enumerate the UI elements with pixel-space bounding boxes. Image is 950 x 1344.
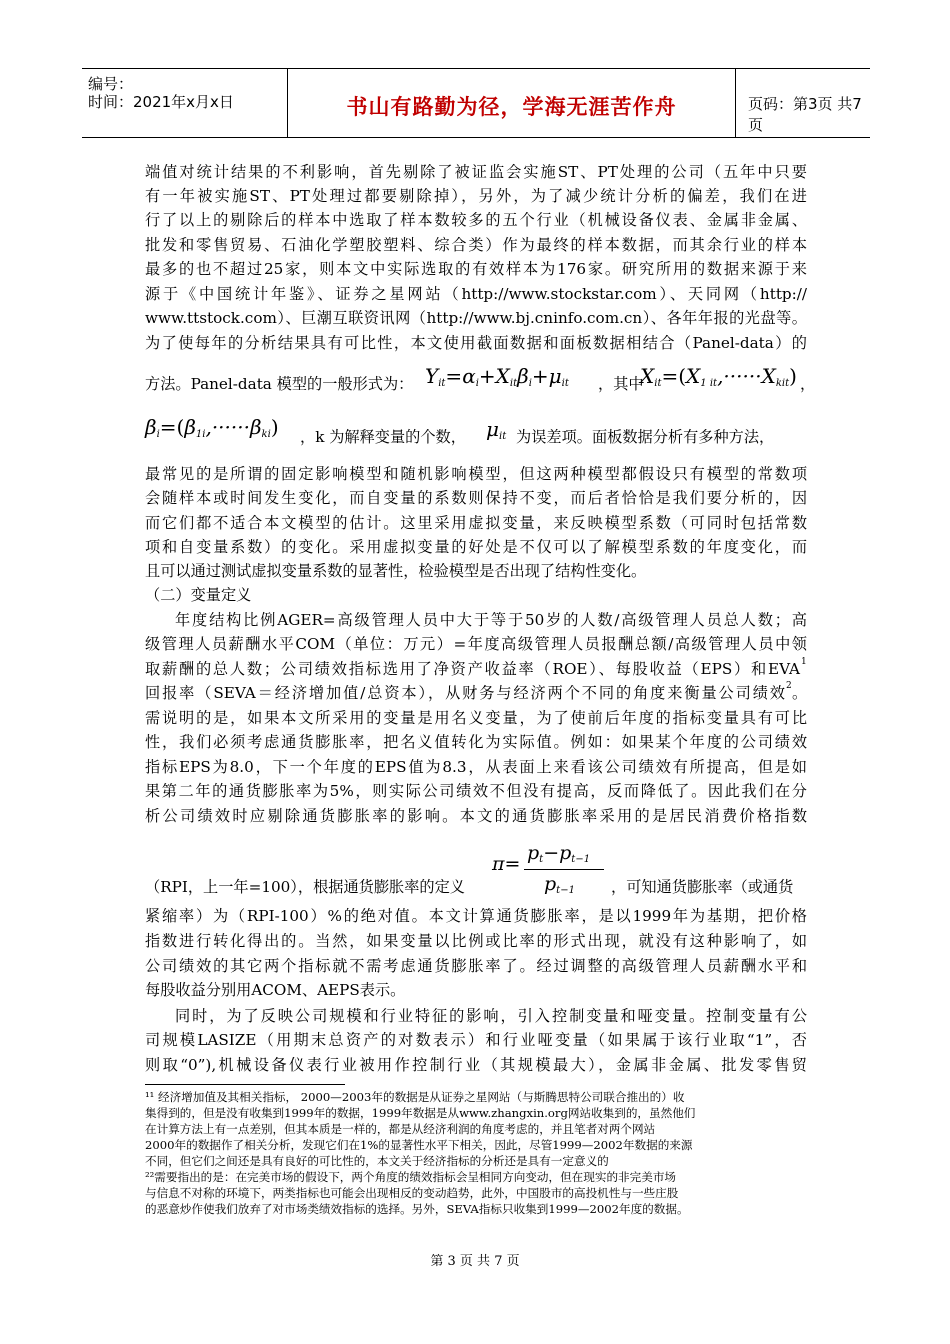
footnote-line: ²²需要指出的是：在完美市场的假设下，两个角度的绩效指标会呈相同方向变动，但在现实的非完美市场 xyxy=(145,1170,677,1184)
body-line: www.ttstock.com）、巨潮互联资讯网（http://www.bj.cninfo.com.cn）、各年年报的光盘等。 xyxy=(145,309,807,327)
pi-symbol: π= xyxy=(492,853,521,875)
beta-vector-equation: $\beta_i=(\beta_{1i},\cdot\cdot\cdot\cdot\cdot\cdot\beta_{ki})$ xyxy=(145,415,279,440)
formula-comma: ， xyxy=(800,375,816,393)
date-label: 时间：2021年x月x日 xyxy=(88,93,234,111)
body-line: 指标EPS为8.0，下一个年度的EPS值为8.3，从表面上来看该公司绩效有所提高，但是如 xyxy=(145,758,807,776)
x-vector-equation: $X_{it}=(X_{1 it},\cdot\cdot\cdot\cdot\cdot\cdot X_{kit})$ xyxy=(640,364,797,389)
body-line: 最常见的是所谓的固定影响模型和随机影响模型，但这两种模型都假设只有模型的常数项 xyxy=(145,465,807,483)
footnote-separator xyxy=(145,1084,345,1085)
sentence-end: 。 xyxy=(792,684,808,702)
body-line: 同时，为了反映公司规模和行业特征的影响，引入控制变量和哑变量。控制变量有公 xyxy=(175,1007,807,1025)
formula-denominator: $p_{t-1}$ xyxy=(544,873,575,896)
body-line: 有一年被实施ST、PT处理过都要剔除掉），另外，为了减少统计分析的偏差，我们在进 xyxy=(145,187,807,205)
body-line: 会随样本或时间发生变化，而自变量的系数则保持不变，而后者恰恰是我们要分析的，因 xyxy=(145,489,807,507)
page-footer: 第 3 页 共 7 页 xyxy=(430,1254,520,1269)
body-line: 每股收益分别用ACOM、AEPS表示。 xyxy=(145,981,406,999)
formula-line-2-suffix: 为误差项。面板数据分析有多种方法， xyxy=(516,428,775,446)
body-line: 且可以通过测试虚拟变量系数的显著性，检验模型是否出现了结构性变化。 xyxy=(145,562,647,580)
body-line: 端值对统计结果的不利影响，首先剔除了被证监会实施ST、PT处理的公司（五年中只要 xyxy=(145,163,807,181)
body-line: 析公司绩效时应剔除通货膨胀率的影响。本文的通货膨胀率采用的是居民消费价格指数 xyxy=(145,807,807,825)
footnote-line: 不同，但它们之间还是具有良好的可比性的，本文关于经济指标的分析还是具有一定意义的 xyxy=(145,1154,609,1168)
page-header xyxy=(82,68,870,138)
motto: 书山有路勤为径，学海无涯苦作舟 xyxy=(346,95,677,119)
body-line: 紧缩率）为（RPI-100）%的绝对值。本文计算通货膨胀率，是以1999年为基期，把价格 xyxy=(145,907,807,925)
footnote-line: 集得到的，但是没有收集到1999年的数据，1999年数据是从www.zhangxin.org网站收集到的，虽然他们 xyxy=(145,1106,696,1120)
body-line: 行了以上的剔除后的样本中选取了样本数较多的五个行业（机械设备仪表、金属非金属、 xyxy=(145,211,807,229)
formula-line-2-mid: ，k 为解释变量的个数， xyxy=(300,428,466,446)
footnote-line: 与信息不对称的环境下，两类指标也可能会出现相反的变动趋势，此外，中国股市的高投机性与一些庄股 xyxy=(145,1186,679,1200)
body-line: 为了使每年的分析结果具有可比性，本文使用截面数据和面板数据相结合（Panel-data）的 xyxy=(145,334,807,352)
body-line: 取薪酬的总人数；公司绩效指标选用了净资产收益率（ROE）、每股收益（EPS）和EVA xyxy=(145,660,800,678)
rpi-line-prefix: （RPI，上一年=100），根据通货膨胀率的定义 xyxy=(145,878,465,896)
body-line: 最多的也不超过25家，则本文中实际选取的有效样本为176家。研究所用的数据来源于来 xyxy=(145,260,807,278)
number-label: 编号： xyxy=(88,75,134,93)
header-motto-cell xyxy=(288,69,736,137)
body-line: 指数进行转化得出的。当然，如果变量以比例或比率的形式出现，就没有这种影响了，如 xyxy=(145,932,807,950)
body-line: 级管理人员薪酬水平COM（单位：万元）=年度高级管理人员报酬总额/高级管理人员中领 xyxy=(145,635,807,653)
body-line: 回报率（SEVA＝经济增加值/总资本），从财务与经济两个不同的角度来衡量公司绩效 xyxy=(145,684,785,702)
body-line: 司规模LASIZE（用期末总资产的对数表示）和行业哑变量（如果属于该行业取“1”，否 xyxy=(145,1031,807,1049)
body-line: 批发和零售贸易、石油化学塑胶塑料、综合类）作为最终的样本数据，而其余行业的样本 xyxy=(145,236,807,254)
footnote-line: 2000年的数据作了相关分析，发现它们在1%的显著性水平下相关，因此，尽管1999—2002年数据的来源 xyxy=(145,1138,693,1152)
body-line: 而它们都不适合本文模型的估计。这里采用虚拟变量，来反映模型系数（可同时包括常数 xyxy=(145,514,807,532)
formula-prefix: 方法。Panel-data 模型的一般形式为： xyxy=(145,375,414,393)
page-label: 页码：第3页 共7页 xyxy=(748,95,862,134)
body-line: 果第二年的通货膨胀率为5%，则实际公司绩效不但没有提高，反而降低了。因此我们在分 xyxy=(145,782,807,800)
body-line: 源于《中国统计年鉴》、证券之星网站（http://www.stockstar.com）、天同网（http:// xyxy=(145,285,807,303)
footnote-line: 的恶意炒作使我们放弃了对市场类绩效指标的选择。另外，SEVA指标只收集到1999—2002年度的数据。 xyxy=(145,1202,689,1216)
body-line: 需说明的是，如果本文所采用的变量是用名义变量，为了使前后年度的指标变量具有可比 xyxy=(145,709,807,727)
formula-numerator: $p_t-p_{t-1}$ xyxy=(527,842,591,865)
body-line: 项和自变量系数）的变化。采用虚拟变量的好处是不仅可以了解模型系数的年度变化，而 xyxy=(145,538,807,556)
footnote-line: ¹¹ 经济增加值及其相关指标， 2000—2003年的数据是从证券之星网站（与斯腾思特公司联合推出的）收 xyxy=(145,1090,685,1104)
body-line: 性，我们必须考虑通货膨胀率，把名义值转化为实际值。例如：如果某个年度的公司绩效 xyxy=(145,733,807,751)
body-line: 公司绩效的其它两个指标就不需考虑通货膨胀率了。经过调整的高级管理人员薪酬水平和 xyxy=(145,957,807,975)
footnote-line: 在计算方法上有一点差别，但其本质是一样的，都是从经济利润的角度考虑的，并且笔者对两个网站 xyxy=(145,1122,656,1136)
body-line: 则取“0”),机械设备仪表行业被用作控制行业（其规模最大），金属非金属、批发零售贸 xyxy=(145,1056,807,1074)
fraction-bar xyxy=(524,869,604,870)
body-line: 年度结构比例AGER=高级管理人员中大于等于50岁的人数/高级管理人员总人数；高 xyxy=(175,611,807,629)
panel-model-equation: $Y_{it}=\alpha_i+X_{it}\beta_i+\mu_{it}$ xyxy=(425,364,569,389)
section-title: （二）变量定义 xyxy=(145,586,252,604)
header-info-cell xyxy=(82,69,288,137)
formula-mid: ，其中 xyxy=(598,375,644,393)
rpi-line-suffix: ，可知通货膨胀率（或通货 xyxy=(611,878,794,896)
inflation-formula xyxy=(492,840,610,900)
header-page-cell xyxy=(736,69,870,137)
error-term: $\mu_{it}$ xyxy=(486,417,507,442)
